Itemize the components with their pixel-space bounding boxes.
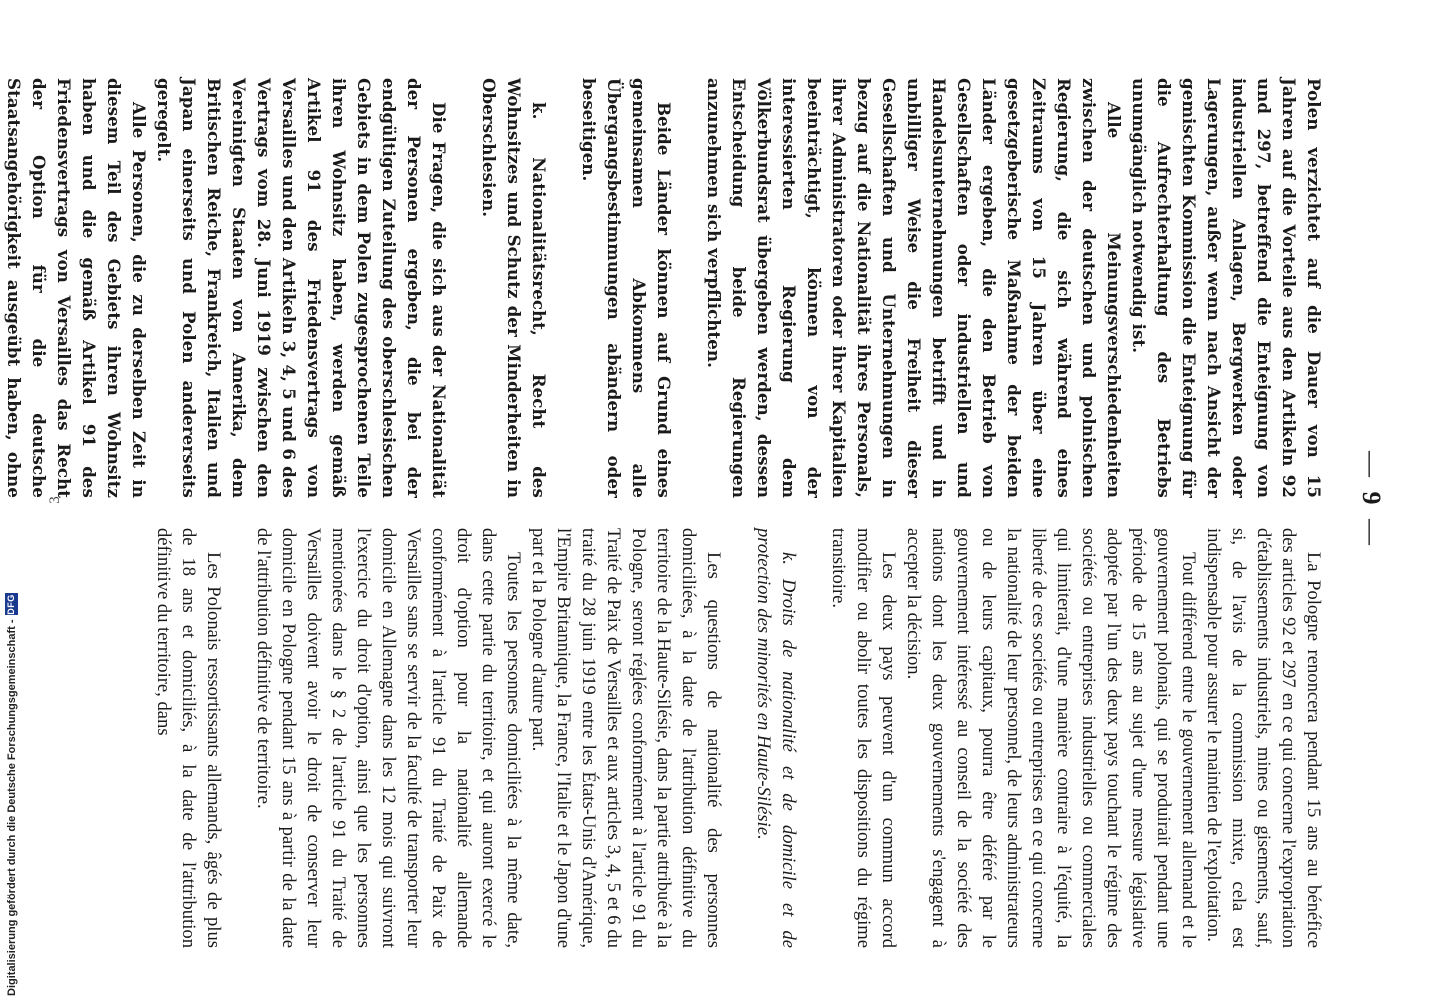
french-section-heading: k. Droits de nationalité et de domicile et de protection des minorités en Haute-Silésie. <box>753 528 799 948</box>
french-paragraph: Les Polonais ressortissants allemands, âgés de plus de 18 ans et domiciliés, à la date de l'attribution définitive du territoire, dans <box>153 528 224 948</box>
german-paragraph: Die Fragen, die sich aus der Nationalität der Personen ergeben, die bei der endgültigen Zuteilung des oberschlesischen Gebiets in dem Polen zugesprochenen Teile ihren Wohnsitz haben, werden gemäß Artikel 91 des Friedensvertrags von Versailles und den Artikeln 3, 4, 5 und 6 des Vertrags vom 28. Juni 1919 zwischen den Vereinigten Staaten von Amerika, dem Britischen Reiche, Frankreich, Italien und Japan einerseits und Polen andererseits geregelt. <box>154 78 449 498</box>
page-number-dash-right: — <box>1357 519 1386 549</box>
french-paragraph: Les questions de nationalité des personnes domiciliées, à la date de l'attribution définitive du territoire de la Haute-Silésie, dans la partie attribuée à la Pologne, seront réglées conformément à l'article 91 du Traité de Paix de Versailles et aux articles 3, 4, 5 et 6 du traité du 28 juin 1919 entre les États-Unis d'Amérique, l'Empire Britannique, la France, l'Italie et le Japon d'une part et la Pologne d'autre part. <box>528 528 724 948</box>
german-section-heading: k. Nationalitätsrecht, Recht des Wohnsitzes und Schutz der Minderheiten in Oberschlesien. <box>479 78 549 498</box>
german-paragraph: Beide Länder können auf Grund eines gemeinsamen Abkommens alle Übergangsbestimmungen abändern oder beseitigen. <box>579 78 674 498</box>
french-paragraph: La Pologne renoncera pendant 15 ans au bénéfice des articles 92 et 297 en ce qui concerne l'expropriation d'établissements industriels, mines ou gisements, sauf, si, de l'avis de la commission mixte, cela est indispensable pour assurer le maintien de l'exploitation. <box>1203 528 1324 948</box>
credit-text: Digitalisierung gefördert durch die Deutsche Forschungsgemeinschaft - <box>5 619 18 996</box>
sheet-signature-mark: 3 <box>47 496 63 504</box>
french-column <box>151 528 1326 948</box>
page-number-dash-left: — <box>1357 451 1386 481</box>
french-paragraph: Les deux pays peuvent d'un commun accord modifier ou abolir toutes les dispositions du régime transitoire. <box>828 528 899 948</box>
german-paragraph: Alle Meinungsverschiedenheiten zwischen der deutschen und polnischen Regierung, die sich während eines Zeitraums von 15 Jahren über eine gesetzgeberische Maßnahme der beiden Länder ergeben, die den Betrieb von Gesellschaften oder industriellen und Handelsunternehmungen betrifft und in unbilliger Weise die Freiheit dieser Gesellschaften und Unternehmungen in bezug auf die Nationalität ihres Personals, ihrer Administratoren oder ihrer Kapitalien beeinträchtigt, können von der interessierten Regierung dem Völkerbundsrat übergeben werden, dessen Entscheidung beide Regierungen anzunehmen sich verpflichten. <box>704 78 1124 498</box>
french-paragraph: Toutes les personnes domiciliées à la même date, dans cette partie du territoire, et qui auront exercé le droit d'option pour la nationalité allemande conformément à l'article 91 du Traité de Paix de Versailles sans se servir de la faculté de transporter leur domicile en Allemagne dans les 12 mois qui suivront l'exercice du droit d'option, ainsi que les personnes mentionées dans le § 2 de l'article 91 du Traité de Versailles doivent avoir le droit de conserver leur domicile en Pologne pendant 15 ans à partir de la date de l'attribution définitive de territoire. <box>253 528 524 948</box>
german-paragraph: Alle Personen, die zu derselben Zeit in diesem Teil des Gebiets ihren Wohnsitz haben und die gemäß Artikel 91 des Friedensvertrags von Versailles das Recht der Option für die deutsche Staatsangehörigkeit ausgeübt haben, ohne <box>4 78 149 498</box>
digitization-credit <box>0 0 22 1000</box>
german-paragraph: Polen verzichtet auf die Dauer von 15 Jahren auf die Vorteile aus den Artikeln 92 und 297, betreffend die Enteignung von industriellen Anlagen, Bergwerken oder Lagerungen, außer wenn nach Ansicht der gemischten Kommission die Enteignung für die Aufrechterhaltung des Betriebs unumgänglich notwendig ist. <box>1129 78 1324 498</box>
page-number <box>1356 440 1386 560</box>
german-column <box>0 78 1326 498</box>
page-number-value: 9 <box>1357 491 1386 509</box>
french-paragraph: Tout différend entre le gouvernement allemand et le gouvernement polonais, qui se produirait pendant une période de 15 ans au sujet d'une mesure législative adoptée par l'un des deux pays touchant le régime des sociétés ou entreprises industrielles ou commerciales qui limiterait, d'une manière contraire à l'équité, la liberté de ces sociétés ou entreprises en ce qui concerne la nationalité de leur personnel, de leurs administrateurs ou de leurs capitaux, pourra être déféré par le gouvernement intéressé au conseil de la société des nations dont les deux gouvernements s'engagent à accepter la décision. <box>903 528 1199 948</box>
dfg-logo-icon: DFG <box>6 594 16 615</box>
